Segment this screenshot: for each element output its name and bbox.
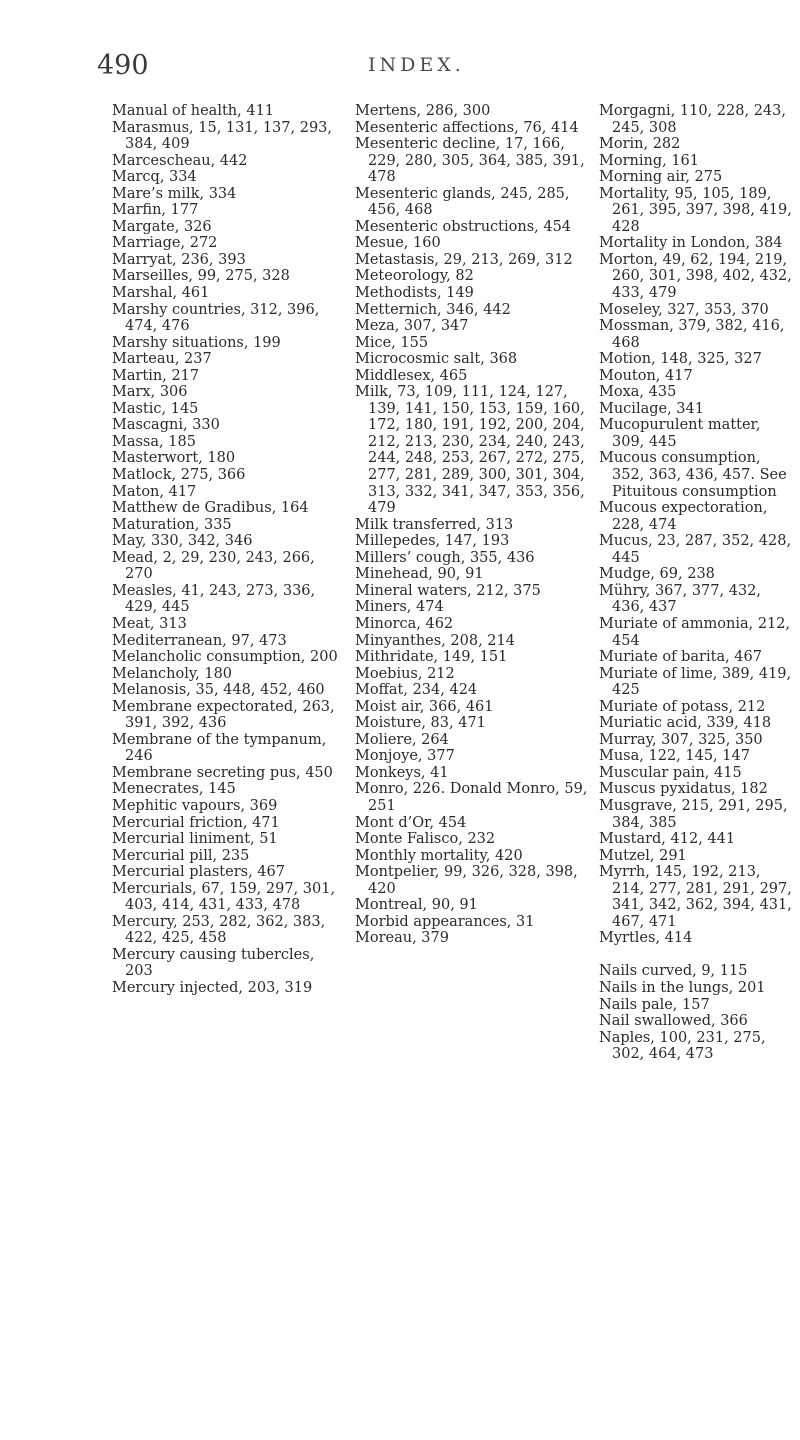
index-entry: Maton, 417 <box>112 483 197 500</box>
index-entry: Marfin, 177 <box>112 202 199 219</box>
index-entry: Marryat, 236, 393 <box>112 251 246 268</box>
index-entry: Mascagni, 330 <box>112 417 220 434</box>
index-entry: Moisture, 83, 471 <box>355 715 486 732</box>
index-entry: Montreal, 90, 91 <box>355 897 478 914</box>
index-entry: Mercury, 253, 282, 362, 383, 422, 425, 458 <box>112 913 326 947</box>
index-entry: Morin, 282 <box>599 136 681 153</box>
index-entry: Measles, 41, 243, 273, 336, 429, 445 <box>112 582 316 616</box>
index-entry: Mercurial plasters, 467 <box>112 864 285 881</box>
index-entry: Muriate of potass, 212 <box>599 698 766 715</box>
index-entry: Morning air, 275 <box>599 169 723 186</box>
index-entry: Mucilage, 341 <box>599 400 704 417</box>
index-entry: Naples, 100, 231, 275, 302, 464, 473 <box>599 1029 766 1063</box>
index-entry: Mossman, 379, 382, 416, 468 <box>599 318 785 351</box>
index-entry: Marteau, 237 <box>112 351 212 368</box>
index-entry: Mediterranean, 97, 473 <box>112 632 287 649</box>
index-entry: Monte Falisco, 232 <box>355 831 496 848</box>
index-entry: Murray, 307, 325, 350 <box>599 731 763 748</box>
index-entry: Membrane of the tympanum, 246 <box>112 731 327 765</box>
index-entry: Mucopurulent matter, 309, 445 <box>599 417 761 450</box>
index-entry: Moebius, 212 <box>355 665 455 682</box>
index-entry: Monro, 226. Donald Monro, 59, 251 <box>355 781 588 814</box>
index-entry: Mutzel, 291 <box>599 847 687 864</box>
index-entry: Milk, 73, 109, 111, 124, 127, 139, 141, 150, 153, 159, 160, 172, 180, 191, 192, 200, 204, 212, 213, 230, 234, 240, 243, 244, 248, 253, 267, 272, 275, 277, 281, 289, 300, 301, 304, 313, 332, 341, 347, 353, 356, 479 <box>355 384 585 517</box>
index-entry: Moist air, 366, 461 <box>355 698 494 715</box>
index-entry: Nail swallowed, 366 <box>599 1013 748 1030</box>
index-entry: Miners, 474 <box>355 599 444 616</box>
index-entry: Manual of health, 411 <box>112 103 275 119</box>
index-entry: Monthly mortality, 420 <box>355 847 523 864</box>
index-entry: Muscular pain, 415 <box>599 764 742 781</box>
index-entry: Mesenteric obstructions, 454 <box>355 218 572 235</box>
index-entry: Mortality in London, 384 <box>599 235 783 252</box>
index-entry: Mastic, 145 <box>112 400 199 417</box>
index-entry: Mineral waters, 212, 375 <box>355 582 541 599</box>
index-entry: Muriate of ammonia, 212, 454 <box>599 615 791 649</box>
index-column-2 <box>355 103 591 947</box>
index-entry: Mortality, 95, 105, 189, 261, 395, 397, 398, 419, 428 <box>599 185 792 235</box>
index-entry: Mare’s milk, 334 <box>112 185 237 202</box>
index-entry: Moreau, 379 <box>355 930 449 947</box>
index-entry: Mice, 155 <box>355 334 429 351</box>
running-head: INDEX. <box>368 54 465 76</box>
index-entry: Middlesex, 465 <box>355 367 468 384</box>
index-entry: Melancholic consumption, 200 <box>112 649 338 666</box>
index-entry: Meza, 307, 347 <box>355 318 469 335</box>
index-entry: Muriate of barita, 467 <box>599 649 762 666</box>
index-entry: Monjoye, 377 <box>355 748 455 765</box>
index-entry: Marcescheau, 442 <box>112 152 248 169</box>
index-entry: Massa, 185 <box>112 433 196 450</box>
index-entry: Mesenteric affections, 76, 414 <box>355 119 579 136</box>
index-entry: May, 330, 342, 346 <box>112 533 253 550</box>
index-entry: Menecrates, 145 <box>112 781 236 798</box>
index-entry: Marseilles, 99, 275, 328 <box>112 268 290 285</box>
index-entry: Minyanthes, 208, 214 <box>355 632 515 649</box>
index-entry: Mithridate, 149, 151 <box>355 649 508 666</box>
index-entry: Mercury injected, 203, 319 <box>112 979 313 996</box>
index-entry: Musgrave, 215, 291, 295, 384, 385 <box>599 797 788 831</box>
index-entry: Marriage, 272 <box>112 235 218 252</box>
index-entry: Muriatic acid, 339, 418 <box>599 715 772 732</box>
index-column-3 <box>599 103 795 1063</box>
index-entry: Mühry, 367, 377, 432, 436, 437 <box>599 582 762 616</box>
index-entry: Microcosmic salt, 368 <box>355 351 518 368</box>
index-entry: Nails curved, 9, 115 <box>599 963 748 980</box>
index-entry: Muscus pyxidatus, 182 <box>599 781 768 798</box>
index-entry: Margate, 326 <box>112 218 212 235</box>
section-gap <box>599 947 795 964</box>
index-entry: Marasmus, 15, 131, 137, 293, 384, 409 <box>112 119 332 153</box>
index-entry: Milk transferred, 313 <box>355 516 514 533</box>
index-entry: Melancholy, 180 <box>112 665 233 682</box>
index-entry: Moseley, 327, 353, 370 <box>599 301 769 318</box>
index-entry: Marshy countries, 312, 396, 474, 476 <box>112 301 320 335</box>
index-entry: Nails pale, 157 <box>599 996 710 1013</box>
index-entry: Mucous consumption, 352, 363, 436, 457. See Pituitous consumption <box>599 450 787 500</box>
index-entry: Millers’ cough, 355, 436 <box>355 549 535 566</box>
index-entry: Nails in the lungs, 201 <box>599 979 766 996</box>
index-entry: Membrane secreting pus, 450 <box>112 764 333 781</box>
index-entry: Meat, 313 <box>112 615 187 632</box>
index-entry: Musa, 122, 145, 147 <box>599 748 750 765</box>
index-entry: Montpelier, 99, 326, 328, 398, 420 <box>355 864 578 897</box>
index-entry: Masterwort, 180 <box>112 450 236 467</box>
index-entry: Myrrh, 145, 192, 213, 214, 277, 281, 291, 297, 341, 342, 362, 394, 431, 467, 471 <box>599 864 792 930</box>
index-entry: Myrtles, 414 <box>599 930 693 947</box>
index-entry: Morbid appearances, 31 <box>355 913 535 930</box>
index-entry: Meteorology, 82 <box>355 268 474 285</box>
page-number: 490 <box>97 50 149 81</box>
index-entry: Methodists, 149 <box>355 285 474 302</box>
index-entry: Marx, 306 <box>112 384 188 401</box>
index-entry: Marshal, 461 <box>112 285 210 302</box>
index-entry: Moxa, 435 <box>599 384 677 401</box>
index-entry: Mephitic vapours, 369 <box>112 797 278 814</box>
index-entry: Marshy situations, 199 <box>112 334 281 351</box>
index-entry: Mertens, 286, 300 <box>355 103 491 119</box>
index-entry: Mont d’Or, 454 <box>355 814 467 831</box>
index-entry: Minorca, 462 <box>355 615 454 632</box>
index-entry: Millepedes, 147, 193 <box>355 533 510 550</box>
index-entry: Mesenteric decline, 17, 166, 229, 280, 305, 364, 385, 391, 478 <box>355 136 585 186</box>
index-entry: Matthew de Gradibus, 164 <box>112 500 309 517</box>
index-entry: Mercurial pill, 235 <box>112 847 250 864</box>
index-entry: Martin, 217 <box>112 367 200 384</box>
index-entry: Minehead, 90, 91 <box>355 566 484 583</box>
index-entry: Morton, 49, 62, 194, 219, 260, 301, 398, 402, 432, 433, 479 <box>599 251 792 302</box>
index-entry: Matlock, 275, 366 <box>112 467 246 484</box>
page-header <box>0 50 800 90</box>
index-entry: Moffat, 234, 424 <box>355 682 478 699</box>
index-entry: Mercury causing tubercles, 203 <box>112 946 315 980</box>
index-entry: Mercurial liniment, 51 <box>112 831 278 848</box>
index-entry: Mercurials, 67, 159, 297, 301, 403, 414, 431, 433, 478 <box>112 880 336 914</box>
index-entry: Mucus, 23, 287, 352, 428, 445 <box>599 533 792 566</box>
index-entry: Mudge, 69, 238 <box>599 566 715 583</box>
index-entry: Membrane expectorated, 263, 391, 392, 436 <box>112 698 335 732</box>
index-entry: Monkeys, 41 <box>355 764 449 781</box>
index-entry: Motion, 148, 325, 327 <box>599 351 762 368</box>
index-entry: Muriate of lime, 389, 419, 425 <box>599 665 792 699</box>
index-column-1 <box>112 103 344 997</box>
index-entry: Mesue, 160 <box>355 235 441 252</box>
index-entry: Mustard, 412, 441 <box>599 831 736 848</box>
index-entry: Metastasis, 29, 213, 269, 312 <box>355 251 573 268</box>
index-entry: Mouton, 417 <box>599 367 693 384</box>
index-entry: Mesenteric glands, 245, 285, 456, 468 <box>355 185 570 219</box>
index-entry: Marcq, 334 <box>112 169 197 186</box>
index-entry: Metternich, 346, 442 <box>355 301 511 318</box>
index-entry: Mead, 2, 29, 230, 243, 266, 270 <box>112 549 315 583</box>
index-entry: Morgagni, 110, 228, 243, 245, 308 <box>599 103 786 136</box>
index-entry: Maturation, 335 <box>112 516 232 533</box>
index-entry: Mucous expectoration, 228, 474 <box>599 500 768 533</box>
index-entry: Morning, 161 <box>599 152 699 169</box>
index-entry: Moliere, 264 <box>355 731 449 748</box>
index-entry: Melanosis, 35, 448, 452, 460 <box>112 682 325 699</box>
index-entry: Mercurial friction, 471 <box>112 814 280 831</box>
